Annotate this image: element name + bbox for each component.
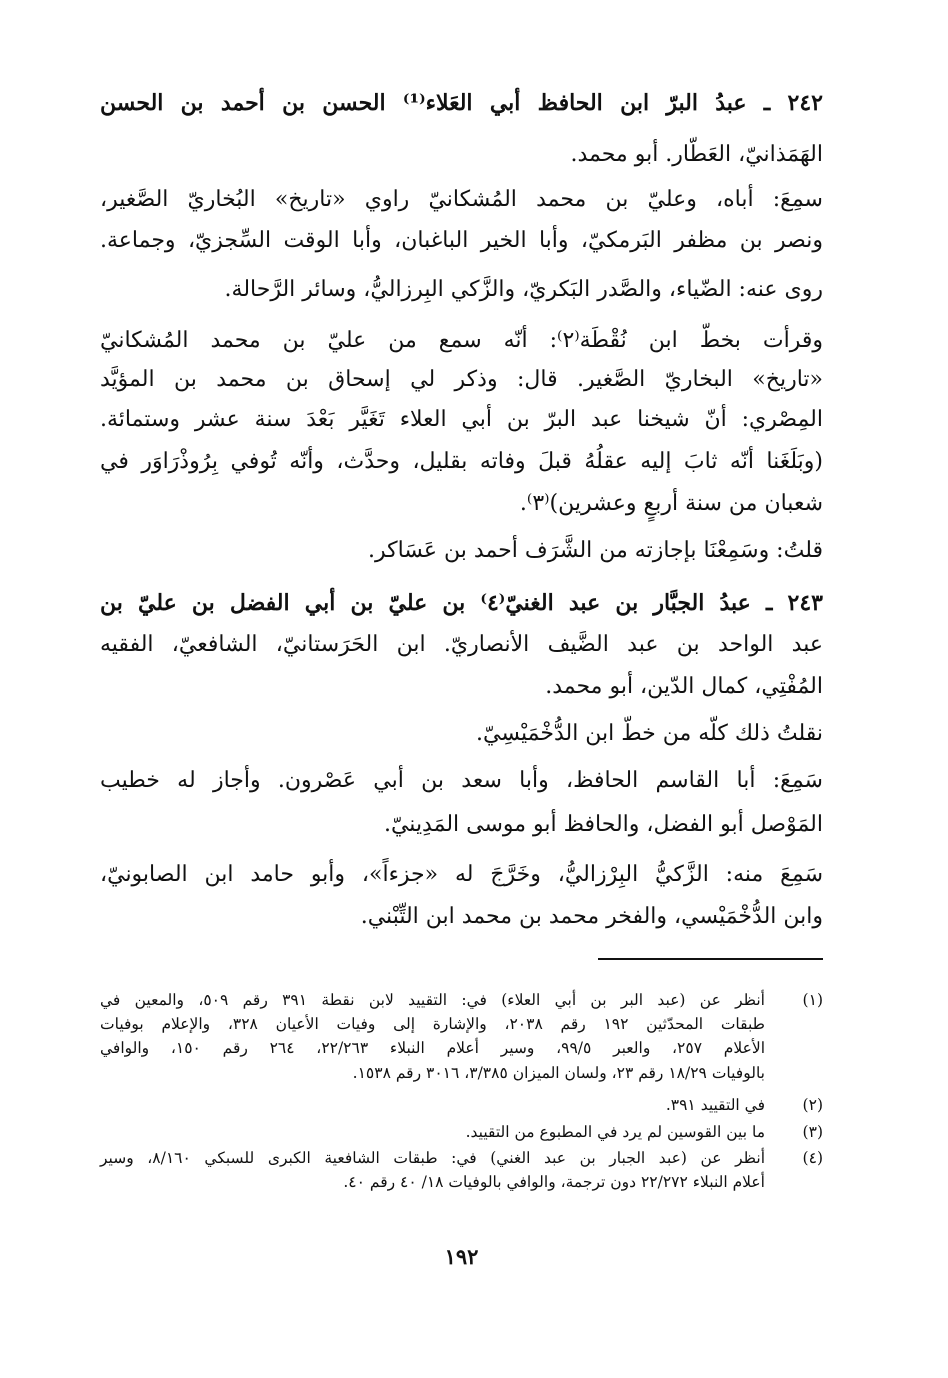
text-line: شعبان من سنة أربعٍ وعشرين)⁽٣⁾. <box>519 491 823 516</box>
footnote-number: (٣) <box>802 1123 823 1141</box>
text-line: قلتُ: وسَمِعْنَا بإجازته من الشَّرَف أحمد بن عَسَاكر. <box>368 538 823 563</box>
text-line: نقلتُ ذلك كلّه من خطّ ابن الدُّخْمَيْسِيّ. <box>476 721 823 746</box>
text-line: ٢٤٢ ـ عبدُ البرّ ابن الحافظ أبي العَلاء⁽¹⁾ الحسن بن أحمد بن الحسن <box>100 90 823 116</box>
text-line: وقرأت بخطّ ابن نُقْطَة⁽٢⁾: أنّه سمع من عليّ بن محمد المُشكانيّ <box>100 328 823 353</box>
text-line: سَمِعَ منه: الزَّكيُّ البِرْزاليُّ، وخَرَّجَ له «جزءاً»، وأبو حامد ابن الصابونيّ، <box>100 862 823 887</box>
text-line: عبد الواحد بن عبد الضَّيف الأنصاريّ. ابن الحَرَستانيّ، الشافعيّ، الفقيه <box>100 632 823 657</box>
text-line: «تاريخ» البخاريّ الصَّغير. قال: وذكر لي إسحاق بن محمد بن المؤيَّد <box>100 367 823 392</box>
footnote-text: أنظر عن (عبد الجبار بن عبد الغني) في: طبقات الشافعية الكبرى للسبكي ٨/١٦٠، وسير <box>100 1149 766 1167</box>
text-line: المِصْري: أنّ شيخنا عبد البرّ بن أبي العلاء تَغَيَّر بَعْدَ سنة عشر وستمائة. <box>100 407 823 432</box>
text-line: المُفْتِي، كمال الدّين، أبو محمد. <box>545 674 823 699</box>
footnote-text: في التقييد ٣٩١. <box>665 1096 765 1114</box>
footnote-number: (٤) <box>802 1149 823 1167</box>
footnote-text: طبقات المحدّثين ١٩٢ رقم ٢٠٣٨، والإشارة إلى وفيات الأعيان ٣٢٨، والإعلام بوفيات <box>100 1015 765 1033</box>
text-line: سَمِعَ: أبا القاسم الحافظ، وأبا سعد بن أبي عَصْرون. وأجاز له خطيب <box>100 768 823 793</box>
footnote-text: الأعلام ٢٥٧، والعبر ٩٩/٥، وسير أعلام النبلاء ٢٢/٢٦٣، ٢٦٤ رقم ١٥٠، والوافي <box>100 1039 766 1057</box>
footnote-number: (٢) <box>802 1096 823 1114</box>
text-line: سمِعَ: أباه، وعليّ بن محمد المُشكانيّ راوي «تاريخ» البُخاريّ الصَّغير، <box>100 187 823 212</box>
document-page <box>100 0 823 1378</box>
footnote-number: (١) <box>802 991 823 1009</box>
text-line: (وبَلَغَنا أنّه ثابَ إليه عقلُهُ قبلَ وفاته بقليل، وحدَّث، وأنّه تُوفي بِرُوذْرَاوَر في <box>100 449 823 474</box>
footnote-text: أنظر عن (عبد البر بن أبي العلاء) في: التقييد لابن نقطة ٣٩١ رقم ٥٠٩، والمعين في <box>100 991 765 1009</box>
footnote-separator <box>598 958 823 960</box>
text-line: ونصر بن مظفر البَرمكيّ، وأبا الخير الباغبان، وأبا الوقت السِّجزيّ، وجماعة. <box>100 228 823 253</box>
footnote-text: أعلام النبلاء ٢٢/٢٧٢ دون ترجمة، والوافي بالوفيات ١٨/ ٤٠ رقم ٤٠. <box>343 1173 765 1191</box>
text-line: ٢٤٣ ـ عبدُ الجبَّار بن عبد الغنيّ⁽٤⁾ بن عليّ بن أبي الفضل بن عليّ بن <box>100 590 823 616</box>
footnote-text: بالوفيات ١٨/٢٩ رقم ٢٣، ولسان الميزان ٣/٣٨٥، ٣٠١٦ رقم ١٥٣٨. <box>352 1064 765 1082</box>
text-line: وابن الدُّخْمَيْسي، والفخر محمد بن محمد ابن التِّبْني. <box>360 904 823 929</box>
page-number: ١٩٢ <box>444 1244 479 1269</box>
footnote-text: ما بين القوسين لم يرد في المطبوع من التقييد. <box>465 1123 765 1141</box>
text-line: المَوْصل أبو الفضل، والحافظ أبو موسى المَدِينيّ. <box>383 812 823 837</box>
text-line: روى عنه: الضّياء، والصَّدر البَكريّ، والزَّكي البِرزاليُّ، وسائر الرَّحالة. <box>224 277 823 302</box>
text-line: الهَمَذانيّ، العَطّار. أبو محمد. <box>570 142 823 167</box>
